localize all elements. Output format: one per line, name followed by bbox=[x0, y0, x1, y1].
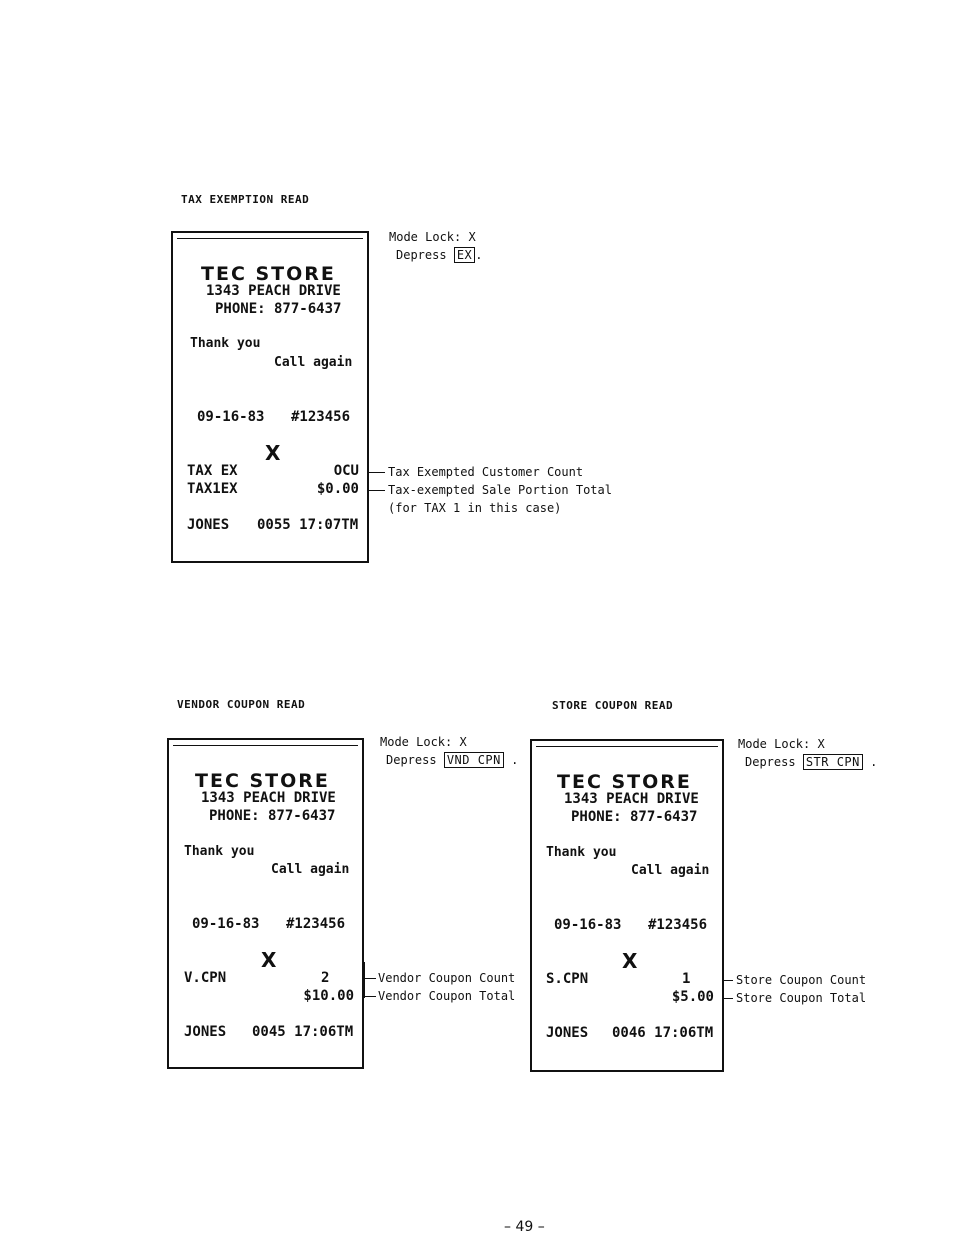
footer-info: 0055 17:07TM bbox=[257, 517, 359, 533]
thank-you-text: Thank you bbox=[190, 336, 261, 351]
page-number: – 49 – bbox=[504, 1219, 545, 1235]
footer-info: 0046 17:06TM bbox=[612, 1025, 714, 1041]
receipt-date: 09-16-83 bbox=[197, 409, 265, 425]
leader-line bbox=[369, 472, 385, 473]
store-address: 1343 PEACH DRIVE bbox=[206, 283, 341, 299]
leader-tick bbox=[368, 455, 369, 473]
vendor-coupon-total: $10.00 bbox=[303, 988, 354, 1004]
tax1-case-note: (for TAX 1 in this case) bbox=[388, 501, 562, 515]
leader-line bbox=[723, 998, 733, 999]
leader-line bbox=[723, 980, 733, 981]
receipt-top-line bbox=[177, 238, 363, 239]
store-address: 1343 PEACH DRIVE bbox=[201, 790, 336, 806]
section-title-vendor-coupon: VENDOR COUPON READ bbox=[177, 698, 306, 711]
store-name: TEC STORE bbox=[195, 770, 330, 792]
leader-tick bbox=[723, 965, 724, 1001]
receipt-top-line bbox=[173, 745, 358, 746]
tax1ex-total: $0.00 bbox=[316, 481, 359, 497]
depress-note: Depress EX . bbox=[396, 248, 483, 262]
leader-tick bbox=[364, 962, 365, 998]
x-mode-mark: X bbox=[261, 948, 277, 972]
tax-ex-count: OCU bbox=[333, 463, 359, 479]
ex-key: EX bbox=[454, 247, 475, 263]
thank-you-text: Thank you bbox=[546, 845, 617, 860]
receipt-top-line bbox=[536, 746, 718, 747]
tax1ex-label: TAX1EX bbox=[187, 481, 238, 497]
register-number: #123456 bbox=[648, 917, 708, 933]
leader-line bbox=[364, 996, 376, 997]
x-mode-mark: X bbox=[622, 949, 638, 973]
depress-text: Depress bbox=[396, 248, 447, 262]
vnd-cpn-key: VND CPN bbox=[444, 752, 504, 768]
depress-note: Depress STR CPN . bbox=[745, 755, 878, 769]
mode-lock-note: Mode Lock: X bbox=[380, 735, 467, 749]
store-phone: PHONE: 877-6437 bbox=[215, 301, 342, 317]
str-cpn-key: STR CPN bbox=[803, 754, 863, 770]
footer-info: 0045 17:06TM bbox=[252, 1024, 354, 1040]
store-name: TEC STORE bbox=[557, 771, 692, 793]
receipt-store-coupon bbox=[530, 739, 724, 1072]
store-coupon-count: 1 bbox=[682, 971, 691, 987]
section-title-store-coupon: STORE COUPON READ bbox=[552, 699, 674, 712]
register-number: #123456 bbox=[286, 916, 346, 932]
clerk-name: JONES bbox=[184, 1024, 227, 1040]
depress-text: Depress bbox=[386, 753, 437, 767]
store-address: 1343 PEACH DRIVE bbox=[564, 791, 699, 807]
clerk-name: JONES bbox=[546, 1025, 589, 1041]
tax-ex-label: TAX EX bbox=[187, 463, 238, 479]
call-again-text: Call again bbox=[631, 863, 710, 878]
call-again-text: Call again bbox=[274, 355, 353, 370]
store-name: TEC STORE bbox=[201, 263, 336, 285]
thank-you-text: Thank you bbox=[184, 844, 255, 859]
vendor-coupon-count: 2 bbox=[321, 970, 330, 986]
receipt-date: 09-16-83 bbox=[192, 916, 260, 932]
call-again-text: Call again bbox=[271, 862, 350, 877]
store-count-note: Store Coupon Count bbox=[736, 973, 867, 987]
mode-lock-note: Mode Lock: X bbox=[738, 737, 825, 751]
receipt-tax-exemption bbox=[171, 231, 369, 563]
leader-line bbox=[369, 490, 385, 491]
store-total-note: Store Coupon Total bbox=[736, 991, 867, 1005]
v-cpn-label: V.CPN bbox=[184, 970, 227, 986]
receipt-vendor-coupon bbox=[167, 738, 364, 1069]
register-number: #123456 bbox=[291, 409, 351, 425]
x-mode-mark: X bbox=[265, 441, 281, 465]
depress-text: Depress bbox=[745, 755, 796, 769]
vendor-total-note: Vendor Coupon Total bbox=[378, 989, 516, 1003]
s-cpn-label: S.CPN bbox=[546, 971, 589, 987]
store-phone: PHONE: 877-6437 bbox=[209, 808, 336, 824]
clerk-name: JONES bbox=[187, 517, 230, 533]
tax-exempt-count-note: Tax Exempted Customer Count bbox=[388, 465, 584, 479]
leader-line bbox=[364, 978, 376, 979]
section-title-tax-exemption: TAX EXEMPTION READ bbox=[181, 193, 310, 206]
tax-exempt-total-note: Tax-exempted Sale Portion Total bbox=[388, 483, 612, 497]
vendor-count-note: Vendor Coupon Count bbox=[378, 971, 516, 985]
store-coupon-total: $5.00 bbox=[671, 989, 714, 1005]
receipt-date: 09-16-83 bbox=[554, 917, 622, 933]
depress-note: Depress VND CPN . bbox=[386, 753, 519, 767]
store-phone: PHONE: 877-6437 bbox=[571, 809, 698, 825]
mode-lock-note: Mode Lock: X bbox=[389, 230, 476, 244]
